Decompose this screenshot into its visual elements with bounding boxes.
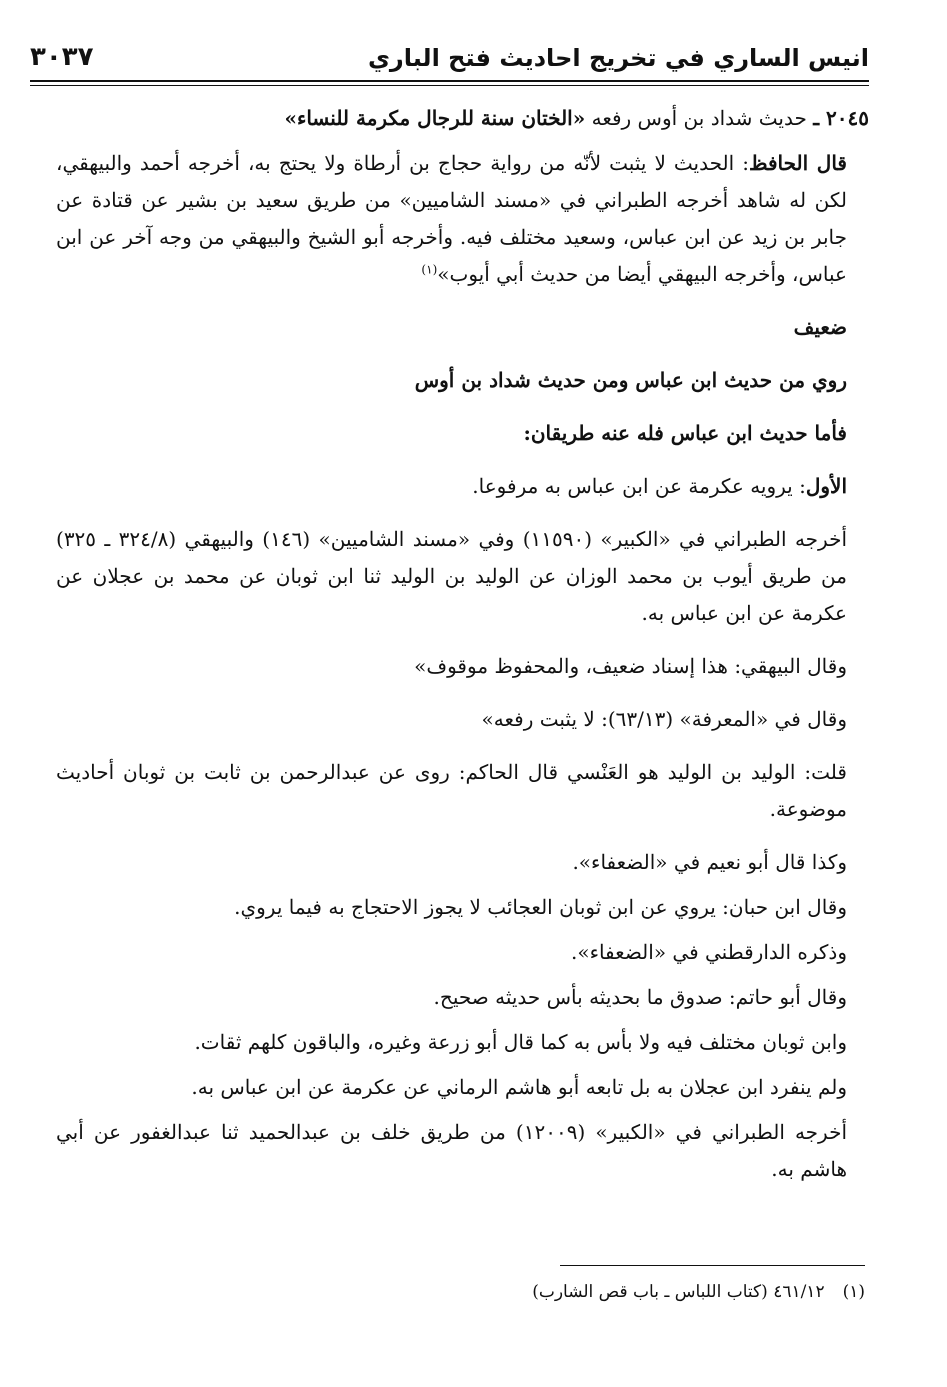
ibn-ajlan-line: ولم ينفرد ابن عجلان به بل تابعه أبو هاشم الرماني عن عكرمة عن ابن عباس به. xyxy=(191,1075,847,1099)
qultu-paragraph: قلت: الوليد بن الوليد هو العَنْسي قال الحاكم: روى عن عبدالرحمن بن ثابت بن ثوبان أحاديث موضوعة. xyxy=(56,760,847,821)
hafiz-paragraph xyxy=(56,145,869,293)
daraqutni-line: وذكره الدارقطني في «الضعفاء». xyxy=(570,940,847,964)
footnote xyxy=(100,1278,865,1306)
first-route xyxy=(56,468,869,505)
header-rule-thin xyxy=(30,85,869,86)
footnote-text: ٤٦١/١٢ (كتاب اللباس ـ باب قص الشارب) xyxy=(532,1282,825,1302)
hafiz-text: : الحديث لا يثبت لأنّه من رواية حجاج بن أرطاة ولا يحتج به، أخرجه أحمد والبيهقي، لكن له شاهد أخرجه الطبراني في «مسند الشاميين» من طريق سعيد بن بشير عن قتادة عن جابر بن زيد عن ابن عباس، وسعيد مختلف فيه. وأخرجه أبو الشيخ والبيهقي من وجه آخر عن ابن عباس، وأخرجه البيهقي أيضا من حديث أبي أيوب» xyxy=(56,151,847,286)
hafiz-label: قال الحافظ xyxy=(748,151,847,175)
running-title: انيس الساري في تخريج احاديث فتح الباري xyxy=(367,44,869,72)
page-header xyxy=(30,40,869,86)
abu-hatim-line: وقال أبو حاتم: صدوق ما بحديثه بأس حديثه صحيح. xyxy=(433,985,847,1009)
footnote-separator xyxy=(560,1265,865,1266)
hadith-intro: حديث شداد بن أوس رفعه xyxy=(591,106,807,130)
grade-text: ضعيف xyxy=(793,315,847,339)
abu-nuaym-line: وكذا قال أبو نعيم في «الضعفاء». xyxy=(572,850,847,874)
first-label: الأول xyxy=(805,474,847,498)
hadith-heading xyxy=(56,100,869,137)
bayhaqi-quote-2: وقال في «المعرفة» (٦٣/١٣): لا يثبت رفعه» xyxy=(481,707,847,731)
takhrij-paragraph-1: أخرجه الطبراني في «الكبير» (١١٥٩٠) وفي «مسند الشاميين» (١٤٦) والبيهقي (٣٢٤/٨ ـ ٣٢٥) من طريق أيوب بن محمد الوزان عن الوليد بن الوليد ثنا ابن ثوبان عن محمد بن عجلان عن عكرمة عن ابن عباس به. xyxy=(56,527,847,625)
ibn-thawban-line: وابن ثوبان مختلف فيه ولا بأس به كما قال أبو زرعة وغيره، والباقون كلهم ثقات. xyxy=(194,1030,847,1054)
first-text: : يرويه عكرمة عن ابن عباس به مرفوعا. xyxy=(472,474,806,498)
footnote-ref: (١) xyxy=(421,262,438,277)
hadith-text: «الختان سنة للرجال مكرمة للنساء» xyxy=(284,106,586,130)
header-rule xyxy=(30,80,869,82)
page-number: ٣٠٣٧ xyxy=(30,42,94,72)
bayhaqi-quote-1: وقال البيهقي: هذا إسناد ضعيف، والمحفوظ موقوف» xyxy=(414,654,847,678)
takhrij-paragraph-2: أخرجه الطبراني في «الكبير» (١٢٠٠٩) من طريق خلف بن عبدالحميد ثنا عبدالغفور عن أبي هاشم به. xyxy=(56,1120,847,1181)
routes-heading: فأما حديث ابن عباس فله عنه طريقان: xyxy=(523,421,847,445)
page-body xyxy=(56,100,869,1204)
ibn-hibban-line: وقال ابن حبان: يروي عن ابن ثوبان العجائب لا يجوز الاحتجاج به فيما يروي. xyxy=(234,895,847,919)
hadith-number: ٢٠٤٥ ـ xyxy=(813,106,869,130)
footnote-marker: (١) xyxy=(842,1282,865,1302)
narrated-text: روي من حديث ابن عباس ومن حديث شداد بن أوس xyxy=(414,368,847,392)
